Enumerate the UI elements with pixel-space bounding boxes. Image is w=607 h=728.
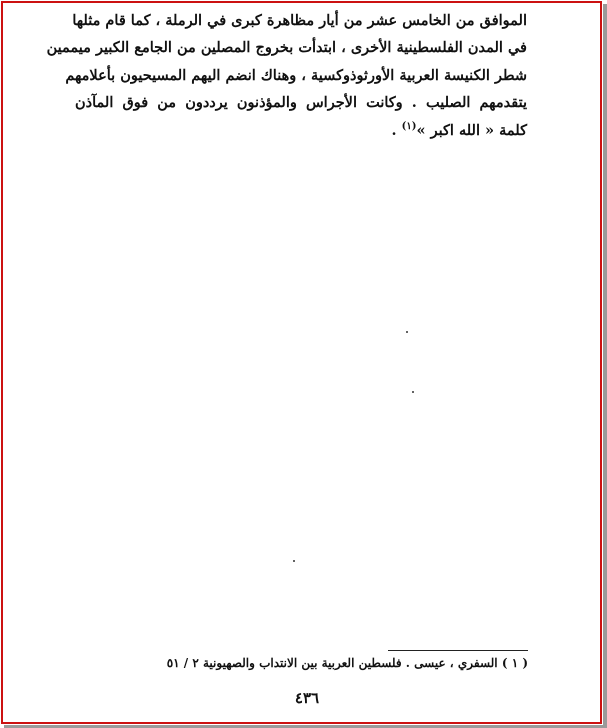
body-line-5 (75, 117, 527, 144)
closing-period: . (391, 121, 402, 139)
page-number: ٤٣٦ (294, 689, 320, 707)
body-line-1: الموافق من الخامس عشر من أيار مظاهرة كبرى في الرملة ، كما قام مثلها (72, 12, 527, 29)
body-paragraph (46, 7, 527, 144)
page-shadow-right (603, 4, 607, 726)
scan-speck (406, 331, 408, 333)
footnote-text: ( ١ ) السفري ، عيسى . فلسطين العربية بين الانتداب والصهيونية ٢ / ٥١ (166, 656, 528, 670)
body-line-5-text: كلمة « الله اكبر » (416, 121, 527, 139)
body-line-2: في المدن الفلسطينية الأخرى ، ابتدأت بخروج المصلين من الجامع الكبير ميممين (46, 39, 527, 57)
body-line-4: يتقدمهم الصليب . وكانت الأجراس والمؤذنون يرددون من فوق المآذن (75, 94, 527, 112)
scan-speck (293, 560, 295, 562)
body-line-3: شطر الكنيسة العربية الأورثوذوكسية ، وهناك انضم اليهم المسيحيون بأعلامهم (65, 66, 527, 84)
footnote-reference-mark: (١) (401, 120, 417, 132)
footnote-separator (388, 650, 528, 651)
scan-speck (412, 391, 414, 393)
document-page (1, 1, 602, 724)
